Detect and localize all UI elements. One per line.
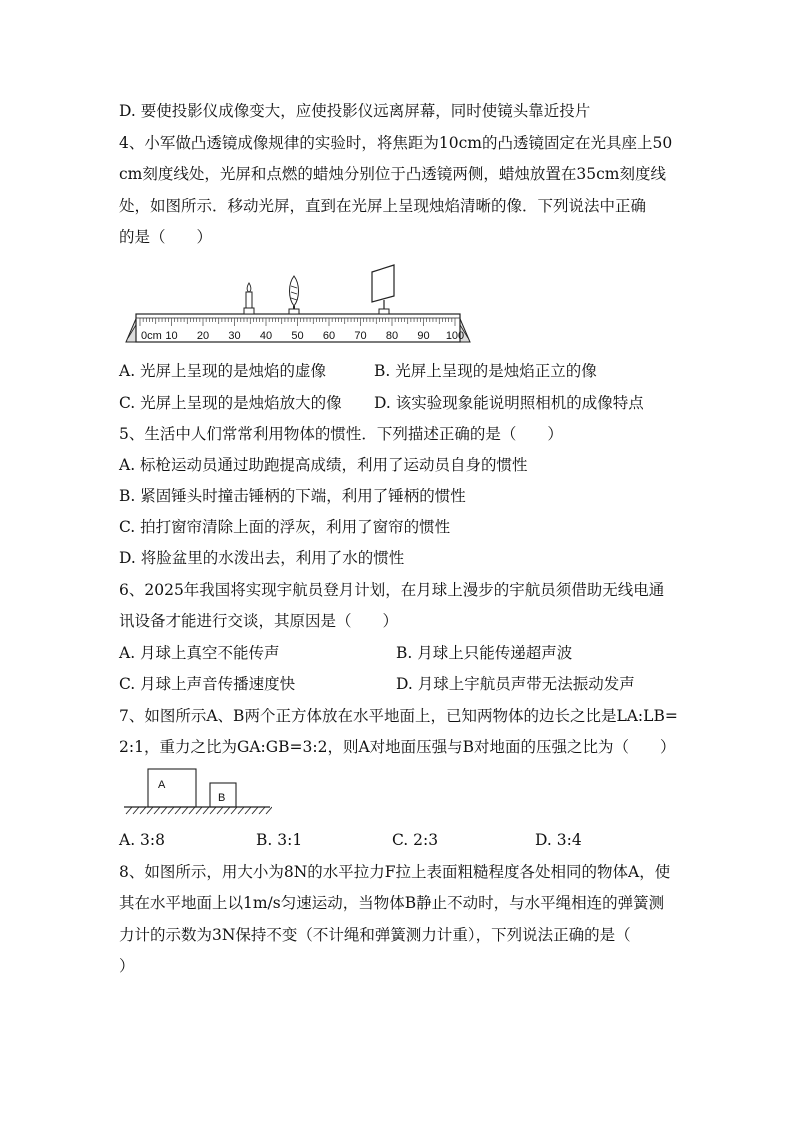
q8-stem-line-2: 其在水平地面上以1m/s匀速运动，当物体B静止不动时，与水平绳相连的弹簧测 [119, 894, 665, 912]
light-screen [372, 265, 394, 314]
q6-stem-line-2: 讯设备才能进行交谈，其原因是（ ） [119, 612, 399, 630]
candle [244, 283, 254, 314]
q5-stem: 5、生活中人们常常利用物体的惯性．下列描述正确的是（ ） [119, 425, 563, 443]
q6-stem-line-1: 6、2025年我国将实现宇航员登月计划，在月球上漫步的宇航员须借助无线电通 [119, 581, 665, 599]
q7-option-c[interactable]: C. 2:3 [392, 831, 439, 849]
ground-hatch-line [147, 807, 153, 814]
q6-option-d[interactable]: D. 月球上宇航员声带无法振动发声 [396, 675, 635, 693]
ground-hatch-line [217, 807, 223, 814]
ruler-tick-label: 90 [417, 330, 430, 342]
q4-option-c[interactable]: C. 光屏上呈现的是烛焰放大的像 [119, 394, 342, 412]
q6-option-a[interactable]: A. 月球上真空不能传声 [119, 644, 280, 662]
ground-hatch-line [224, 807, 230, 814]
ground-hatch-line [189, 807, 195, 814]
ruler-unit-label: 0cm [141, 330, 162, 342]
ground-hatching [126, 807, 272, 814]
ruler-tick-label: 40 [259, 330, 273, 342]
ruler-tick-label: 10 [165, 330, 178, 342]
convex-lens [289, 276, 299, 314]
ground-hatch-line [161, 807, 167, 814]
block-a-label: A [158, 779, 166, 791]
q4-stem-line-4: 的是（ ） [119, 228, 213, 246]
q8-stem-line-1: 8、如图所示，用大小为8N的水平拉力F拉上表面粗糙程度各处相同的物体A，使 [119, 863, 671, 881]
ruler-tick-label: 100 [445, 330, 465, 342]
ground-hatch-line [266, 807, 272, 814]
ground-hatch-line [245, 807, 251, 814]
ground-hatch-line [168, 807, 174, 814]
q7-option-b[interactable]: B. 3:1 [256, 831, 303, 849]
ruler-tick-label: 70 [354, 330, 367, 342]
q7-stem-line-1: 7、如图所示A、B两个正方体放在水平地面上，已知两物体的边长之比是LA:LB= [119, 707, 678, 725]
ruler-tick-label: 30 [228, 330, 241, 342]
ground-hatch-line [196, 807, 202, 814]
ruler-tick-label: 60 [322, 330, 336, 342]
optical-bench-figure [118, 258, 478, 348]
blocks-figure [122, 766, 272, 818]
ground-hatch-line [259, 807, 265, 814]
ground-hatch-line [133, 807, 139, 814]
ground-hatch-line [231, 807, 237, 814]
q8-stem-line-3: 力计的示数为3N保持不变（不计绳和弹簧测力计重），下列说法正确的是（ [119, 926, 631, 944]
q8-stem-line-4: ） [119, 957, 135, 975]
q5-option-c[interactable]: C. 拍打窗帘清除上面的浮灰，利用了窗帘的惯性 [119, 518, 451, 536]
ruler-tick-label: 20 [196, 330, 210, 342]
ground-hatch-line [210, 807, 216, 814]
q7-option-d[interactable]: D. 3:4 [535, 831, 582, 849]
q6-option-c[interactable]: C. 月球上声音传播速度快 [119, 675, 296, 693]
block-b-label: B [218, 792, 226, 804]
ground-hatch-line [182, 807, 188, 814]
block-a [148, 769, 196, 807]
q4-option-a[interactable]: A. 光屏上呈现的是烛焰的虚像 [119, 362, 327, 380]
q4-option-d[interactable]: D. 该实验现象能说明照相机的成像特点 [374, 394, 644, 412]
ground-hatch-line [140, 807, 146, 814]
ground-hatch-line [175, 807, 181, 814]
q5-option-a[interactable]: A. 标枪运动员通过助跑提高成绩，利用了运动员自身的惯性 [119, 456, 528, 474]
ruler-tick-label: 50 [291, 330, 304, 342]
ground-hatch-line [154, 807, 160, 814]
ground-hatch-line [252, 807, 258, 814]
q4-stem-line-3: 处，如图所示．移动光屏，直到在光屏上呈现烛焰清晰的像．下列说法中正确 [119, 197, 647, 215]
q5-option-d[interactable]: D. 将脸盆里的水泼出去，利用了水的惯性 [119, 549, 405, 567]
ground-hatch-line [126, 807, 132, 814]
q4-stem-line-1: 4、小军做凸透镜成像规律的实验时，将焦距为10cm的凸透镜固定在光具座上50 [119, 134, 673, 152]
q7-option-a[interactable]: A. 3:8 [119, 831, 165, 849]
q5-option-b[interactable]: B. 紧固锤头时撞击锤柄的下端，利用了锤柄的惯性 [119, 487, 466, 505]
q7-stem-line-2: 2:1，重力之比为GA:GB=3:2，则A对地面压强与B对地面的压强之比为（ ） [119, 738, 676, 756]
ground-hatch-line [238, 807, 244, 814]
q3-option-d: D. 要使投影仪成像变大，应使投影仪远离屏幕，同时使镜头靠近投片 [119, 102, 591, 120]
ruler-tick-label: 80 [385, 330, 399, 342]
q6-option-b[interactable]: B. 月球上只能传递超声波 [396, 644, 573, 662]
ground-hatch-line [203, 807, 209, 814]
q4-stem-line-2: cm刻度线处，光屏和点燃的蜡烛分别位于凸透镜两侧，蜡烛放置在35cm刻度线 [119, 165, 666, 183]
q4-option-b[interactable]: B. 光屏上呈现的是烛焰正立的像 [374, 362, 597, 380]
